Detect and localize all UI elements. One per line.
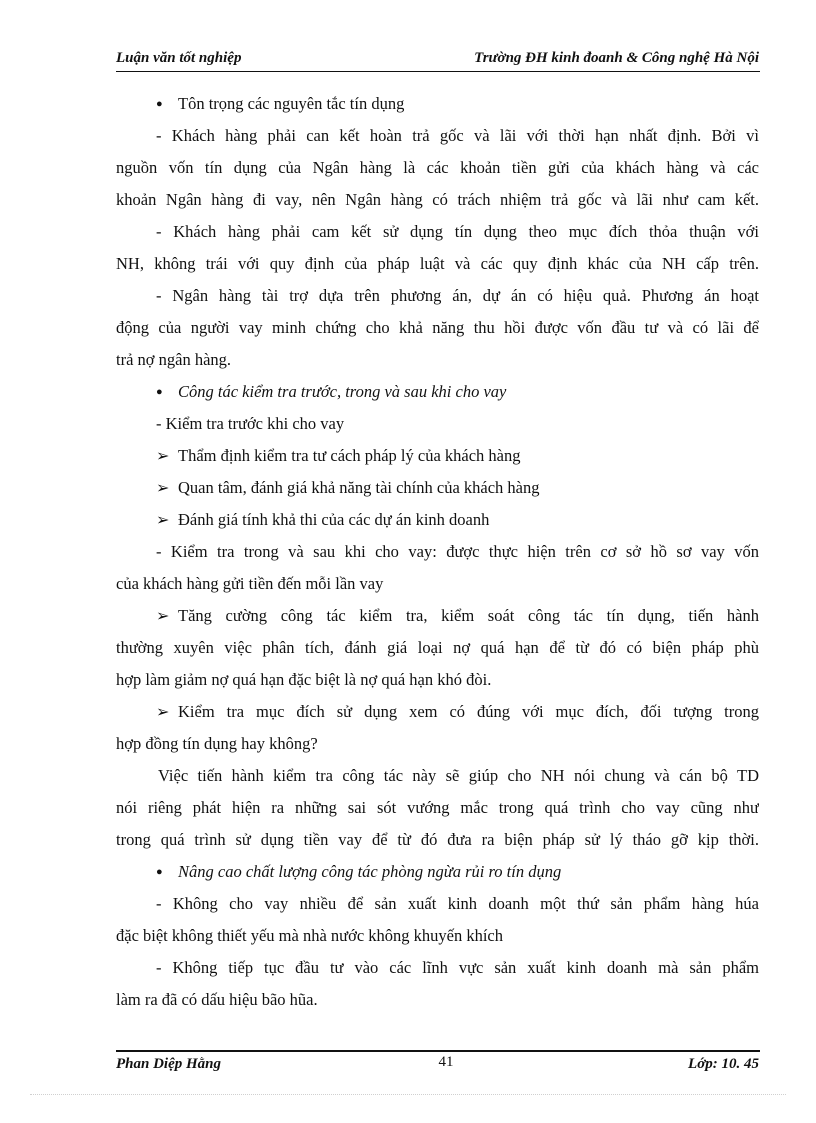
page-number: 41: [438, 1054, 454, 1070]
arrow-item: ➢ Kiểm tra mục đích sử dụng xem có đúng với mục đích, đối tượng trong: [116, 696, 759, 728]
paragraph-line: trong quá trình sử dụng tiền vay để từ đó đưa ra biện pháp sử lý tháo gỡ kịp thời.: [116, 830, 759, 849]
paragraph-line: - Ngân hàng tài trợ dựa trên phương án, dự án có hiệu quả. Phương án hoạt: [156, 286, 759, 305]
paragraph-line: đặc biệt không thiết yếu mà nhà nước không khuyến khích: [116, 926, 503, 945]
arrow-bullet-icon: ➢: [156, 512, 170, 529]
bullet-icon: ●: [156, 866, 163, 878]
paragraph-line: - Khách hàng phải cam kết sử dụng tín dụng theo mục đích thỏa thuận với: [156, 222, 759, 241]
paragraph-line: khoản Ngân hàng đi vay, nên Ngân hàng có trách nhiệm trả gốc và lãi như cam kết.: [116, 190, 759, 209]
paragraph-line: - Khách hàng phải can kết hoàn trả gốc và lãi với thời hạn nhất định. Bởi vì: [156, 126, 759, 145]
arrow-item: ➢ Quan tâm, đánh giá khả năng tài chính của khách hàng: [116, 472, 759, 504]
paragraph-line: thường xuyên việc phân tích, đánh giá loại nợ quá hạn để từ đó có biện pháp phù: [116, 638, 759, 657]
arrow-item: ➢ Đánh giá tính khả thi của các dự án kinh doanh: [116, 504, 759, 536]
bullet-item: ● Công tác kiểm tra trước, trong và sau khi cho vay: [116, 376, 759, 408]
arrow-bullet-icon: ➢: [156, 480, 170, 497]
footer-class: Lớp: 10. 45: [688, 1056, 759, 1072]
paragraph-line: - Không cho vay nhiều để sản xuất kinh doanh một thứ sản phẩm hàng húa: [156, 894, 759, 913]
footer-author: Phan Diệp Hằng: [116, 1056, 222, 1072]
arrow-item: ➢ Tăng cường công tác kiểm tra, kiểm soát công tác tín dụng, tiến hành: [116, 600, 759, 632]
header-rule: [116, 71, 760, 72]
page-bottom-dotted-line: [30, 1094, 786, 1095]
paragraph-line: Việc tiến hành kiểm tra công tác này sẽ giúp cho NH nói chung và cán bộ TD: [158, 766, 759, 785]
arrow-item: ➢ Thẩm định kiểm tra tư cách pháp lý của khách hàng: [116, 440, 759, 472]
paragraph-line: - Không tiếp tục đầu tư vào các lĩnh vực sản xuất kinh doanh mà sản phẩm: [156, 958, 759, 977]
paragraph-line: nguồn vốn tín dụng của Ngân hàng là các khoản tiền gửi của khách hàng và các: [116, 158, 759, 177]
header-thesis-label: Luận văn tốt nghiệp: [116, 50, 242, 66]
paragraph-line: NH, không trái với quy định của pháp luật và các quy định khác của NH cấp trên.: [116, 254, 759, 273]
paragraph-line: động của người vay minh chứng cho khả năng thu hồi được vốn đầu tư và có lãi để: [116, 318, 759, 337]
paragraph-line: nói riêng phát hiện ra những sai sót vướng mắc trong quá trình cho vay cũng như: [116, 798, 759, 817]
page-footer: [116, 1054, 759, 1076]
header-university: Trường ĐH kinh đoanh & Công nghệ Hà Nội: [474, 50, 759, 66]
paragraph-line: - Kiểm tra trong và sau khi cho vay: được thực hiện trên cơ sở hồ sơ vay vốn: [156, 542, 759, 561]
footer-rule: [116, 1050, 760, 1052]
paragraph-line: làm ra đã có dấu hiệu bão hũa.: [116, 990, 318, 1009]
bullet-item: ● Tôn trọng các nguyên tắc tín dụng: [116, 88, 759, 120]
body-text: [116, 88, 759, 1016]
paragraph-line: hợp làm giảm nợ quá hạn đặc biệt là nợ quá hạn khó đòi.: [116, 670, 492, 689]
paragraph-line: hợp đồng tín dụng hay không?: [116, 734, 318, 753]
page-header: [116, 50, 759, 72]
bullet-icon: ●: [156, 386, 163, 398]
arrow-bullet-icon: ➢: [156, 448, 170, 465]
arrow-bullet-icon: ➢: [156, 704, 170, 721]
arrow-bullet-icon: ➢: [156, 608, 170, 625]
paragraph-line: trả nợ ngân hàng.: [116, 350, 232, 369]
paragraph-line: của khách hàng gửi tiền đến mỗi lần vay: [116, 574, 384, 593]
bullet-icon: ●: [156, 98, 163, 110]
bullet-item: ● Nâng cao chất lượng công tác phòng ngừa rủi ro tín dụng: [116, 856, 759, 888]
paragraph-line: - Kiểm tra trước khi cho vay: [156, 414, 345, 433]
